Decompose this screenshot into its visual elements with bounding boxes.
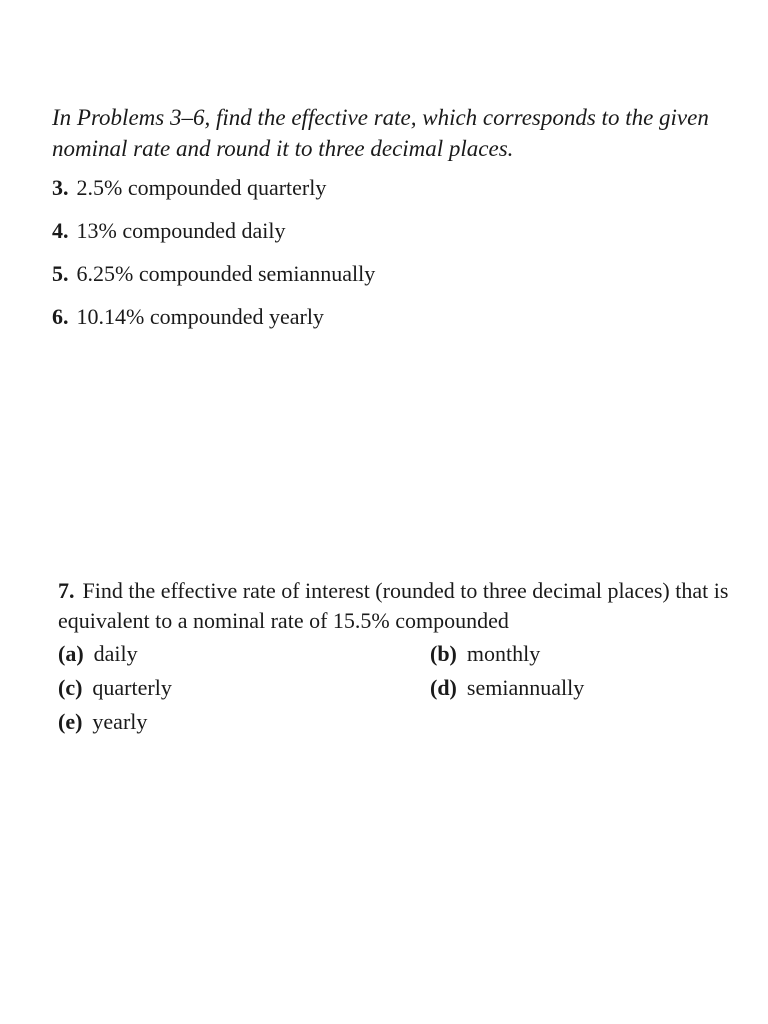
problems-3-6-instructions: In Problems 3–6, find the effective rate, which corresponds to the given nominal rate and round it to three decimal places. — [52, 105, 709, 161]
problem-text: 2.5% compounded quarterly — [76, 175, 327, 200]
problem-text: 10.14% compounded yearly — [76, 304, 324, 329]
problem-list — [52, 175, 742, 330]
problem-7-parts — [58, 638, 738, 738]
problem-number: 3. — [52, 175, 69, 200]
part-text: daily — [93, 641, 138, 666]
problem-number: 6. — [52, 304, 69, 329]
problem-7-stem — [58, 576, 738, 636]
problem-number: 4. — [52, 218, 69, 243]
part-b — [430, 638, 730, 670]
problem-number: 7. — [58, 578, 75, 603]
part-text: yearly — [92, 709, 148, 734]
part-label: (a) — [58, 641, 84, 666]
problem-text: 13% compounded daily — [76, 218, 286, 243]
problem-7-section — [58, 576, 738, 738]
part-label: (d) — [430, 675, 457, 700]
part-text: monthly — [466, 641, 541, 666]
part-d — [430, 672, 730, 704]
part-e — [58, 706, 430, 738]
problem-5 — [52, 261, 742, 287]
part-text: semiannually — [466, 675, 585, 700]
part-label: (e) — [58, 709, 83, 734]
part-label: (c) — [58, 675, 83, 700]
problem-text: 6.25% compounded semiannually — [76, 261, 376, 286]
problem-number: 5. — [52, 261, 69, 286]
problem-4 — [52, 218, 742, 244]
problem-7-text: Find the effective rate of interest (rounded to three decimal places) that is equivalent to a nominal rate of 15.5% compounded — [58, 578, 729, 633]
part-text: quarterly — [92, 675, 172, 700]
part-label: (b) — [430, 641, 457, 666]
problems-3-6-section — [52, 102, 742, 330]
part-c — [58, 672, 430, 704]
part-a — [58, 638, 430, 670]
problem-6 — [52, 304, 742, 330]
problem-3 — [52, 175, 742, 201]
